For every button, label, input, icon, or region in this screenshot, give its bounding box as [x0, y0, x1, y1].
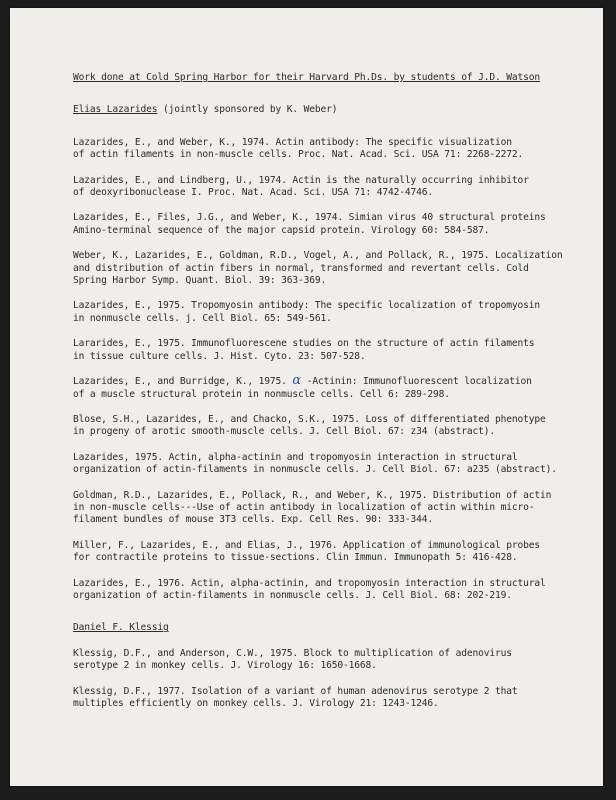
citation — [73, 373, 593, 401]
student-name: Daniel F. Klessig — [73, 622, 169, 634]
citation: Lararides, E., 1975. Immunofluorescene studies on the structure of actin filaments in tissue culture cells. J. Hist. Cyto. 23: 507-528. — [73, 338, 535, 362]
citation: Lazarides, E., Files, J.G., and Weber, K., 1974. Simian virus 40 structural proteins Amino-terminal sequence of the major capsid protein. Virology 60: 584-587. — [73, 212, 546, 236]
citation: Lazarides, E., 1976. Actin, alpha-actinin, and tropomyosin interaction in structural organization of actin-filaments in nonmuscle cells. J. Cell Biol. 68: 202-219. — [73, 577, 546, 601]
section-heading-lazarides — [73, 104, 593, 116]
student-name: Elias Lazarides — [73, 104, 158, 116]
citation: Lazarides, E., and Lindberg, U., 1974. Actin is the naturally occurring inhibitor of deoxyribonuclease I. Proc. Nat. Acad. Sci. USA 71: 4742-4746. — [73, 174, 529, 199]
citation: Lazarides, E., and Weber, K., 1974. Actin antibody: The specific visualization of actin filaments in non-muscle cells. Proc. Nat. Acad. Sci. USA 71: 2268-2272. — [73, 136, 524, 161]
sponsor-note: (jointly sponsored by K. Weber) — [163, 104, 338, 116]
citation: Goldman, R.D., Lazarides, E., Pollack, R., and Weber, K., 1975. Distribution of actin in non-muscle cells---Use of actin antibody in localization of actin within micro- filament bundles of mouse 3T3 cells. Exp. Cell Res. 90: 333-344. — [73, 489, 552, 526]
document-body — [73, 72, 593, 710]
citation: Weber, K., Lazarides, E., Goldman, R.D., Vogel, A., and Pollack, R., 1975. Localization and distribution of actin fibers in normal, transformed and revertant cells. Cold Spring Harbor Symp. Quant. Biol. 39: 363-369. — [73, 250, 563, 287]
citation: Lazarides, 1975. Actin, alpha-actinin and tropomyosin interaction in structural organization of actin-filaments in nonmuscle cells. J. Cell Biol. 67: a235 (abstract). — [73, 451, 557, 476]
citation: Miller, F., Lazarides, E., and Elias, J., 1976. Application of immunological probes for contractile proteins to tissue-sections. Clin Immun. Immunopath 5: 416-428. — [73, 539, 540, 564]
document-title: Work done at Cold Spring Harbor for their Harvard Ph.Ds. by students of J.D. Watson — [73, 72, 540, 83]
citation-part: Lazarides, E., and Burridge, K., 1975. — [73, 376, 293, 388]
citation: Lazarides, E., 1975. Tropomyosin antibody: The specific localization of tropomyosin in nonmuscle cells. j. Cell Biol. 65: 549-561. — [73, 300, 540, 324]
section-heading-klessig — [73, 622, 593, 634]
citation: Klessig, D.F., and Anderson, C.W., 1975. Block to multiplication of adenovirus serotype 2 in monkey cells. J. Virology 16: 1650-1668. — [73, 647, 512, 672]
citation: Blose, S.H., Lazarides, E., and Chacko, S.K., 1975. Loss of differentiated phenotype in progeny of arotic smooth-muscle cells. J. Cell Biol. 67: z34 (abstract). — [73, 413, 546, 438]
citation-part: -Actinin: Immunofluorescent localization of a muscle structural protein in nonmuscle cells. Cell 6: 289-298. — [73, 376, 532, 400]
document-page — [10, 8, 603, 786]
alpha-symbol-handwritten: α — [292, 373, 302, 389]
citation: Klessig, D.F., 1977. Isolation of a variant of human adenovirus serotype 2 that multiples efficiently on monkey cells. J. Virology 21: 1243-1246. — [73, 685, 518, 709]
